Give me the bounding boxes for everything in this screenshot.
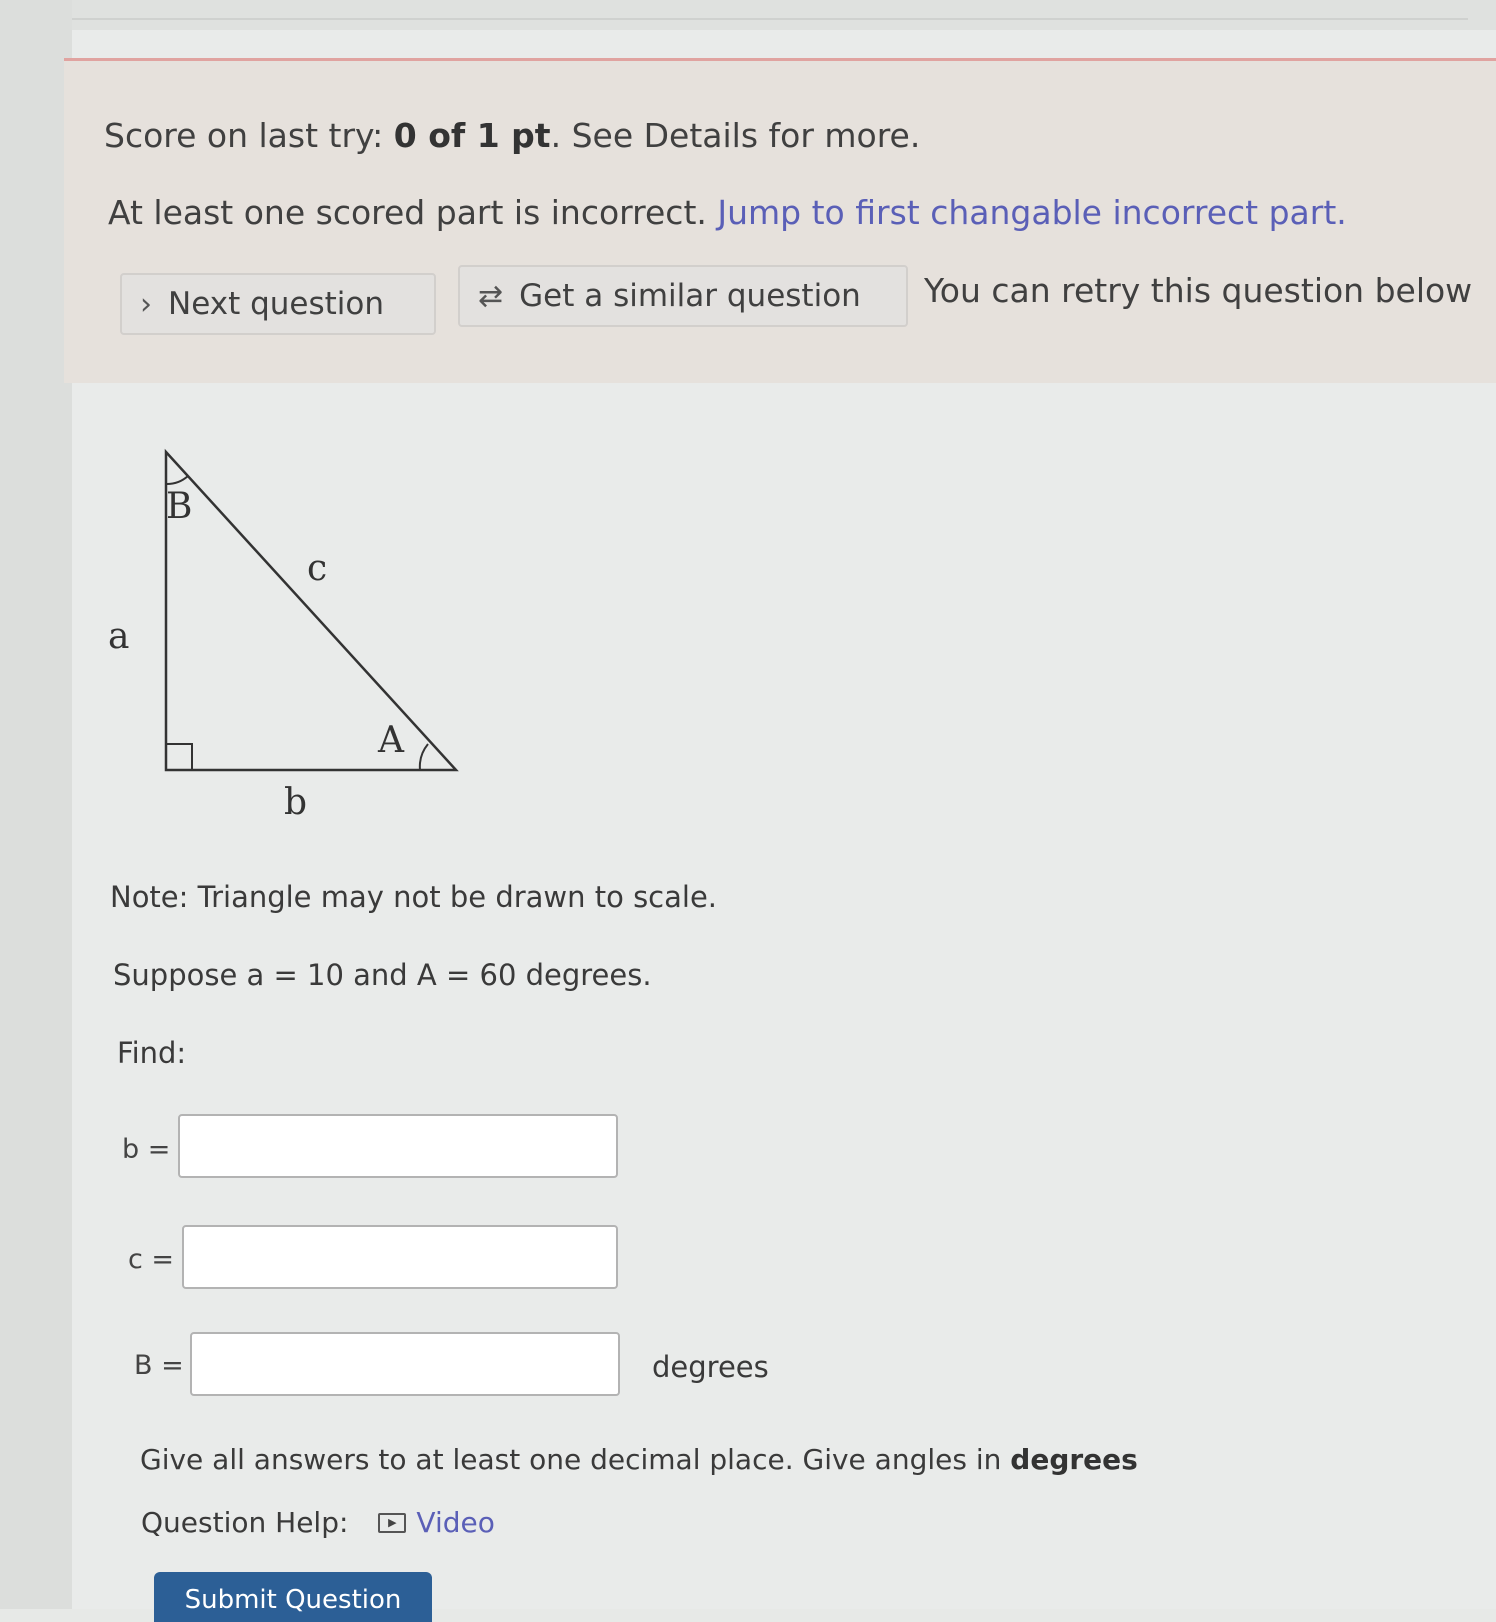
left-gutter: [0, 0, 72, 1609]
retry-icon: ⇄: [478, 278, 504, 314]
rounding-instructions: Give all answers to at least one decimal place. Give angles in degrees: [140, 1443, 1138, 1476]
given-values: Suppose a = 10 and A = 60 degrees.: [113, 958, 652, 992]
label-side-a: a: [108, 616, 130, 657]
label-side-b: b: [284, 782, 308, 823]
degrees-unit: degrees: [652, 1350, 769, 1384]
b-answer-input[interactable]: [178, 1114, 618, 1178]
top-divider: [28, 18, 1468, 20]
video-label: Video: [416, 1506, 495, 1539]
scale-note: Note: Triangle may not be drawn to scale.: [110, 880, 718, 914]
c-label: c =: [128, 1244, 175, 1275]
score-text: Score on last try: 0 of 1 pt. See Details for more.: [104, 116, 921, 155]
find-heading: Find:: [117, 1036, 187, 1070]
label-side-c: c: [307, 548, 328, 589]
b-label: b =: [122, 1134, 171, 1165]
angle-B-arc: [166, 476, 188, 484]
question-help: [141, 1506, 495, 1539]
triangle-shape: [166, 452, 456, 770]
c-answer-input[interactable]: [182, 1225, 618, 1289]
score-value: 0 of 1 pt: [393, 116, 551, 155]
angle-A-arc: [420, 744, 428, 770]
label-angle-B: B: [166, 486, 193, 527]
B-label: B =: [134, 1350, 184, 1381]
chevron-right-icon: ›: [140, 286, 152, 322]
B-answer-input[interactable]: [190, 1332, 620, 1396]
video-help-link[interactable]: [378, 1506, 494, 1539]
jump-to-incorrect-link[interactable]: Jump to first changable incorrect part.: [717, 193, 1347, 232]
incorrect-message: At least one scored part is incorrect. Jump to first changable incorrect part.: [108, 193, 1347, 232]
label-angle-A: A: [378, 720, 404, 761]
next-question-label: Next question: [168, 286, 385, 322]
question-help-label: Question Help:: [141, 1506, 349, 1539]
video-play-icon: ▶: [378, 1513, 406, 1533]
triangle-diagram: [100, 440, 480, 830]
next-question-button[interactable]: [120, 273, 436, 335]
similar-question-label: Get a similar question: [519, 278, 861, 314]
submit-question-button[interactable]: Submit Question: [154, 1572, 432, 1622]
right-angle-marker: [166, 744, 192, 770]
retry-text: You can retry this question below: [924, 271, 1473, 310]
top-bar: [0, 0, 1496, 30]
similar-question-button[interactable]: [458, 265, 908, 327]
feedback-panel: [64, 58, 1496, 383]
